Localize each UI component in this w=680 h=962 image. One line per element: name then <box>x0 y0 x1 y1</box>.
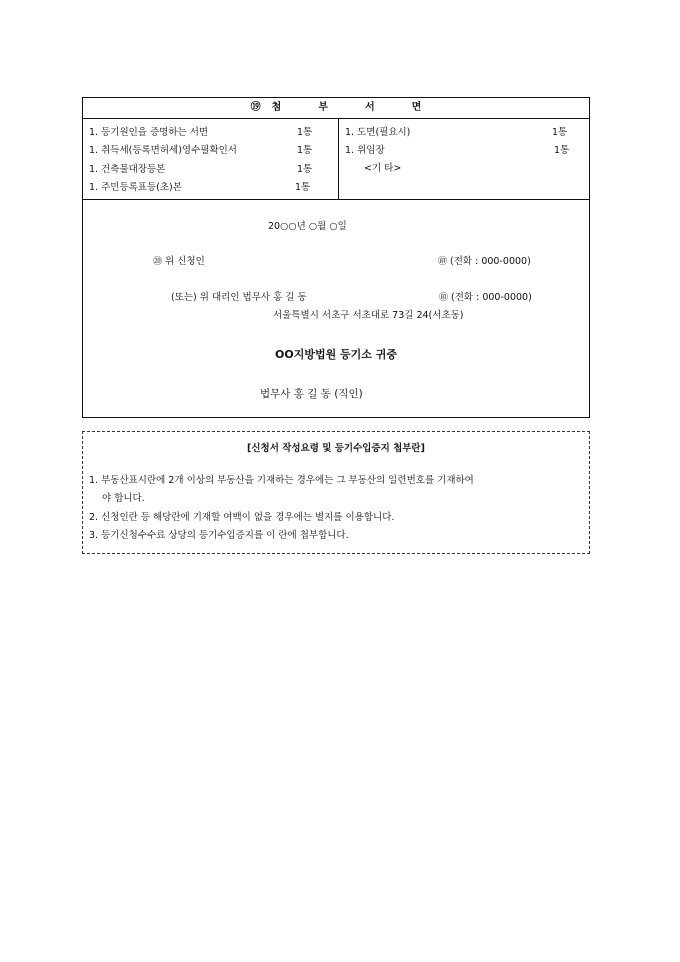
instructions-box <box>82 431 590 554</box>
attachments-header <box>83 98 589 119</box>
attachment-item-qty: 1통 <box>554 145 570 156</box>
attachments-left-column <box>83 119 339 199</box>
instruction-item: 1. 부동산표시란에 2개 이상의 부동산을 기재하는 경우에는 그 부동산의 일련번호를 기재하여 <box>89 475 474 486</box>
agent-phone: (전화 : 000-0000) <box>451 292 532 303</box>
applicant-line <box>153 256 205 268</box>
date-line: 20○○년 ○월 ○일 <box>268 221 347 232</box>
attachment-item-label: 1. 위임장 <box>345 145 385 156</box>
attachment-item-qty: 1통 <box>297 164 313 175</box>
instruction-item-continued: 야 합니다. <box>102 493 145 504</box>
signature-line: 법무사 홍 길 동 (직인) <box>260 388 363 400</box>
section-divider <box>83 199 589 200</box>
attachment-item-qty: 1통 <box>297 145 313 156</box>
attachment-item-label: 1. 등기원인을 증명하는 서면 <box>89 127 209 138</box>
attachments-marker: ⑲ <box>250 102 261 113</box>
court-addressee: OO지방법원 등기소 귀중 <box>275 348 397 361</box>
attachments-title-char: 부 <box>318 102 328 113</box>
attachments-title-char: 면 <box>411 102 422 113</box>
agent-phone-line <box>439 292 532 304</box>
applicant-seal-mark: ㊞ <box>438 257 448 267</box>
instruction-item: 2. 신청인란 등 해당란에 기재할 여백이 없을 경우에는 별지를 이용합니다. <box>89 512 395 523</box>
attachment-item-qty: 1통 <box>297 127 313 138</box>
applicant-marker: ⑳ <box>153 257 163 267</box>
attachment-item-qty: 1통 <box>552 127 568 138</box>
agent-address: 서울특별시 서초구 서초대로 73길 24(서초동) <box>273 310 464 321</box>
applicant-phone: (전화 : 000-0000) <box>450 256 531 267</box>
attachment-other-label: <기 타> <box>364 163 402 174</box>
application-form <box>82 97 590 418</box>
instructions-title: [신청서 작성요령 및 등기수입증지 첩부란] <box>247 443 425 454</box>
attachments-title-char: 서 <box>365 102 375 113</box>
applicant-phone-line <box>438 256 531 268</box>
applicant-label: 위 신청인 <box>165 256 205 267</box>
attachment-item-qty: 1통 <box>295 182 311 193</box>
attachments-title-char: 첨 <box>271 102 282 113</box>
attachments-right-column <box>339 119 589 199</box>
agent-label: (또는) 위 대리인 법무사 홍 길 동 <box>171 292 307 303</box>
agent-seal-mark: ㊞ <box>439 293 449 303</box>
attachment-item-label: 1. 도면(필요시) <box>345 127 411 138</box>
attachment-item-label: 1. 주민등록표등(초)본 <box>89 182 182 193</box>
attachment-item-label: 1. 건축물대장등본 <box>89 164 166 175</box>
instruction-item: 3. 등기신청수수료 상당의 등기수입증지를 이 란에 첩부합니다. <box>89 530 349 541</box>
attachment-item-label: 1. 취득세(등록면허세)영수필확인서 <box>89 145 237 156</box>
